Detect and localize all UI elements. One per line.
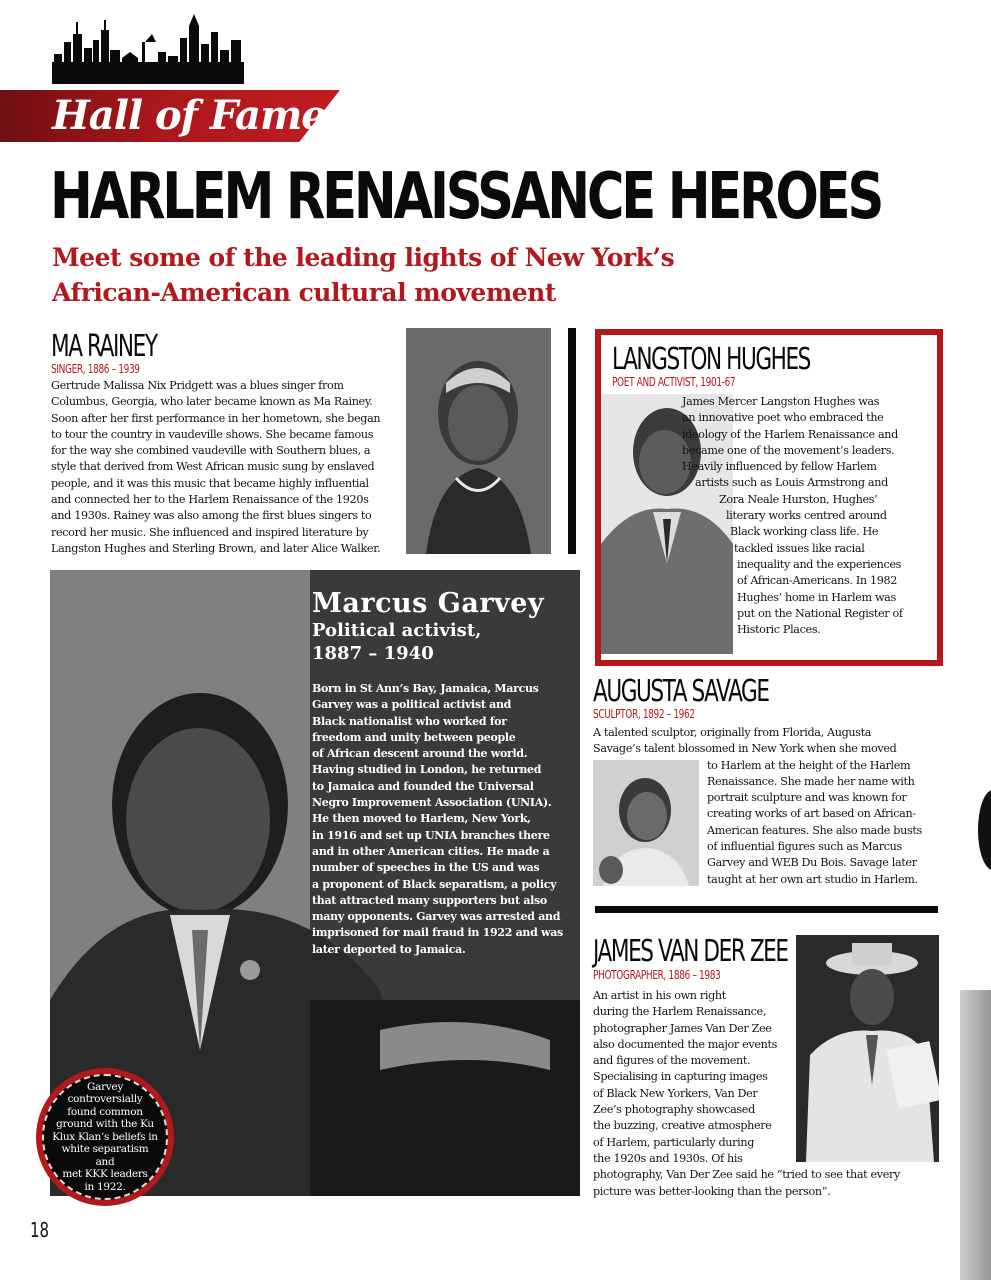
ma-rainey-body: Gertrude Malissa Nix Pridgett was a blues singer from Columbus, Georgia, who later became known as Ma Rainey. Soon after her first performance in her hometown, she began to tour the country in vaudeville shows. She became famous for the way she combined vaudeville with Southern blues, a style that derived from West African music sung by enslaved people, and it was this music that became highly influential and connected her to the Harlem Renaissance of the 1920s and 1930s. Rainey was also among the first blues singers to record her music. She influenced and inspired literature by Langston Hughes and Sterling Brown, and later Alice Walker. bbox=[51, 379, 381, 555]
marcus-garvey-role: Political activist, 1887 – 1940 bbox=[312, 620, 482, 664]
langston-hughes-body: James Mercer Langston Hughes was an innovative poet who embraced the ideology of the Harlem Renaissance and became one of the movement’s leaders. Heavily influenced by fellow Harlem artists such as Louis Armstrong and Zora Neale Hurston, Hughes’ literary works centred around Black working class life. He tackled issues like racial inequality and the experiences of African-Americans. In 1982 Hughes’ home in Harlem was put on the National Register of Historic Places. bbox=[682, 395, 903, 637]
james-van-der-zee-role: PHOTOGRAPHER, 1886 – 1983 bbox=[593, 968, 721, 982]
banner-label: Hall of Fame bbox=[52, 92, 326, 139]
garvey-quote-badge bbox=[36, 1068, 174, 1206]
page-title: HARLEM RENAISSANCE HEROES bbox=[50, 160, 882, 234]
marcus-garvey-text bbox=[312, 589, 572, 958]
augusta-savage-heading: AUGUSTA SAVAGE bbox=[593, 674, 769, 709]
page-number: 18 bbox=[30, 1218, 50, 1242]
ma-rainey-photo bbox=[406, 328, 551, 554]
next-page-edge bbox=[978, 790, 991, 870]
garvey-quote-text: Garvey controversially found common ground with the Ku Klux Klan’s beliefs in white separatism and met KKK leaders in 1922. bbox=[52, 1080, 158, 1193]
section-divider bbox=[595, 906, 938, 913]
james-van-der-zee-body: An artist in his own right during the Harlem Renaissance, photographer James Van Der Zee also documented the major events and figures of the movement. Specialising in capturing images of Black New Yorkers, Van Der Zee’s photography showcased the buzzing, creative atmosphere of Harlem, particularly during the 1920s and 1930s. Of his photography, Van Der Zee said he “tried to see that every picture was better-looking than the person”. bbox=[593, 989, 900, 1198]
page-subtitle: Meet some of the leading lights of New York’s African-American cultural movement bbox=[52, 243, 675, 307]
next-page-edge-photo bbox=[960, 990, 991, 1280]
marcus-garvey-heading: Marcus Garvey bbox=[312, 588, 545, 619]
column-divider bbox=[568, 328, 576, 554]
langston-hughes-role: POET AND ACTIVIST, 1901-67 bbox=[612, 375, 736, 389]
skyline-illustration bbox=[52, 12, 244, 84]
augusta-savage-role: SCULPTOR, 1892 – 1962 bbox=[593, 707, 695, 721]
james-van-der-zee-heading: JAMES VAN DER ZEE bbox=[593, 934, 788, 969]
ma-rainey-role: SINGER, 1886 – 1939 bbox=[51, 362, 140, 376]
ma-rainey-heading: MA RAINEY bbox=[51, 329, 157, 364]
augusta-savage-body: A talented sculptor, originally from Florida, Augusta Savage’s talent blossomed in New York when she moved to Harlem at the height of the Harlem Renaissance. She made her name with portrait sculpture and was known for creating works of art based on African- American features. She also made busts of influential figures such as Marcus Garvey and WEB Du Bois. Savage later taught at her own art studio in Harlem. bbox=[593, 726, 922, 886]
marcus-garvey-body: Born in St Ann’s Bay, Jamaica, Marcus Garvey was a political activist and Black nationalist who worked for freedom and unity between people of African descent around the world. Having studied in London, he returned to Jamaica and founded the Universal Negro Improvement Association (UNIA). He then moved to Harlem, New York, in 1916 and set up UNIA branches there and in other American cities. He made a number of speeches in the US and was a proponent of Black separatism, a policy that attracted many supporters but also many opponents. Garvey was arrested and imprisoned for mail fraud in 1922 and was later deported to Jamaica. bbox=[312, 682, 563, 956]
langston-hughes-heading: LANGSTON HUGHES bbox=[612, 342, 810, 377]
